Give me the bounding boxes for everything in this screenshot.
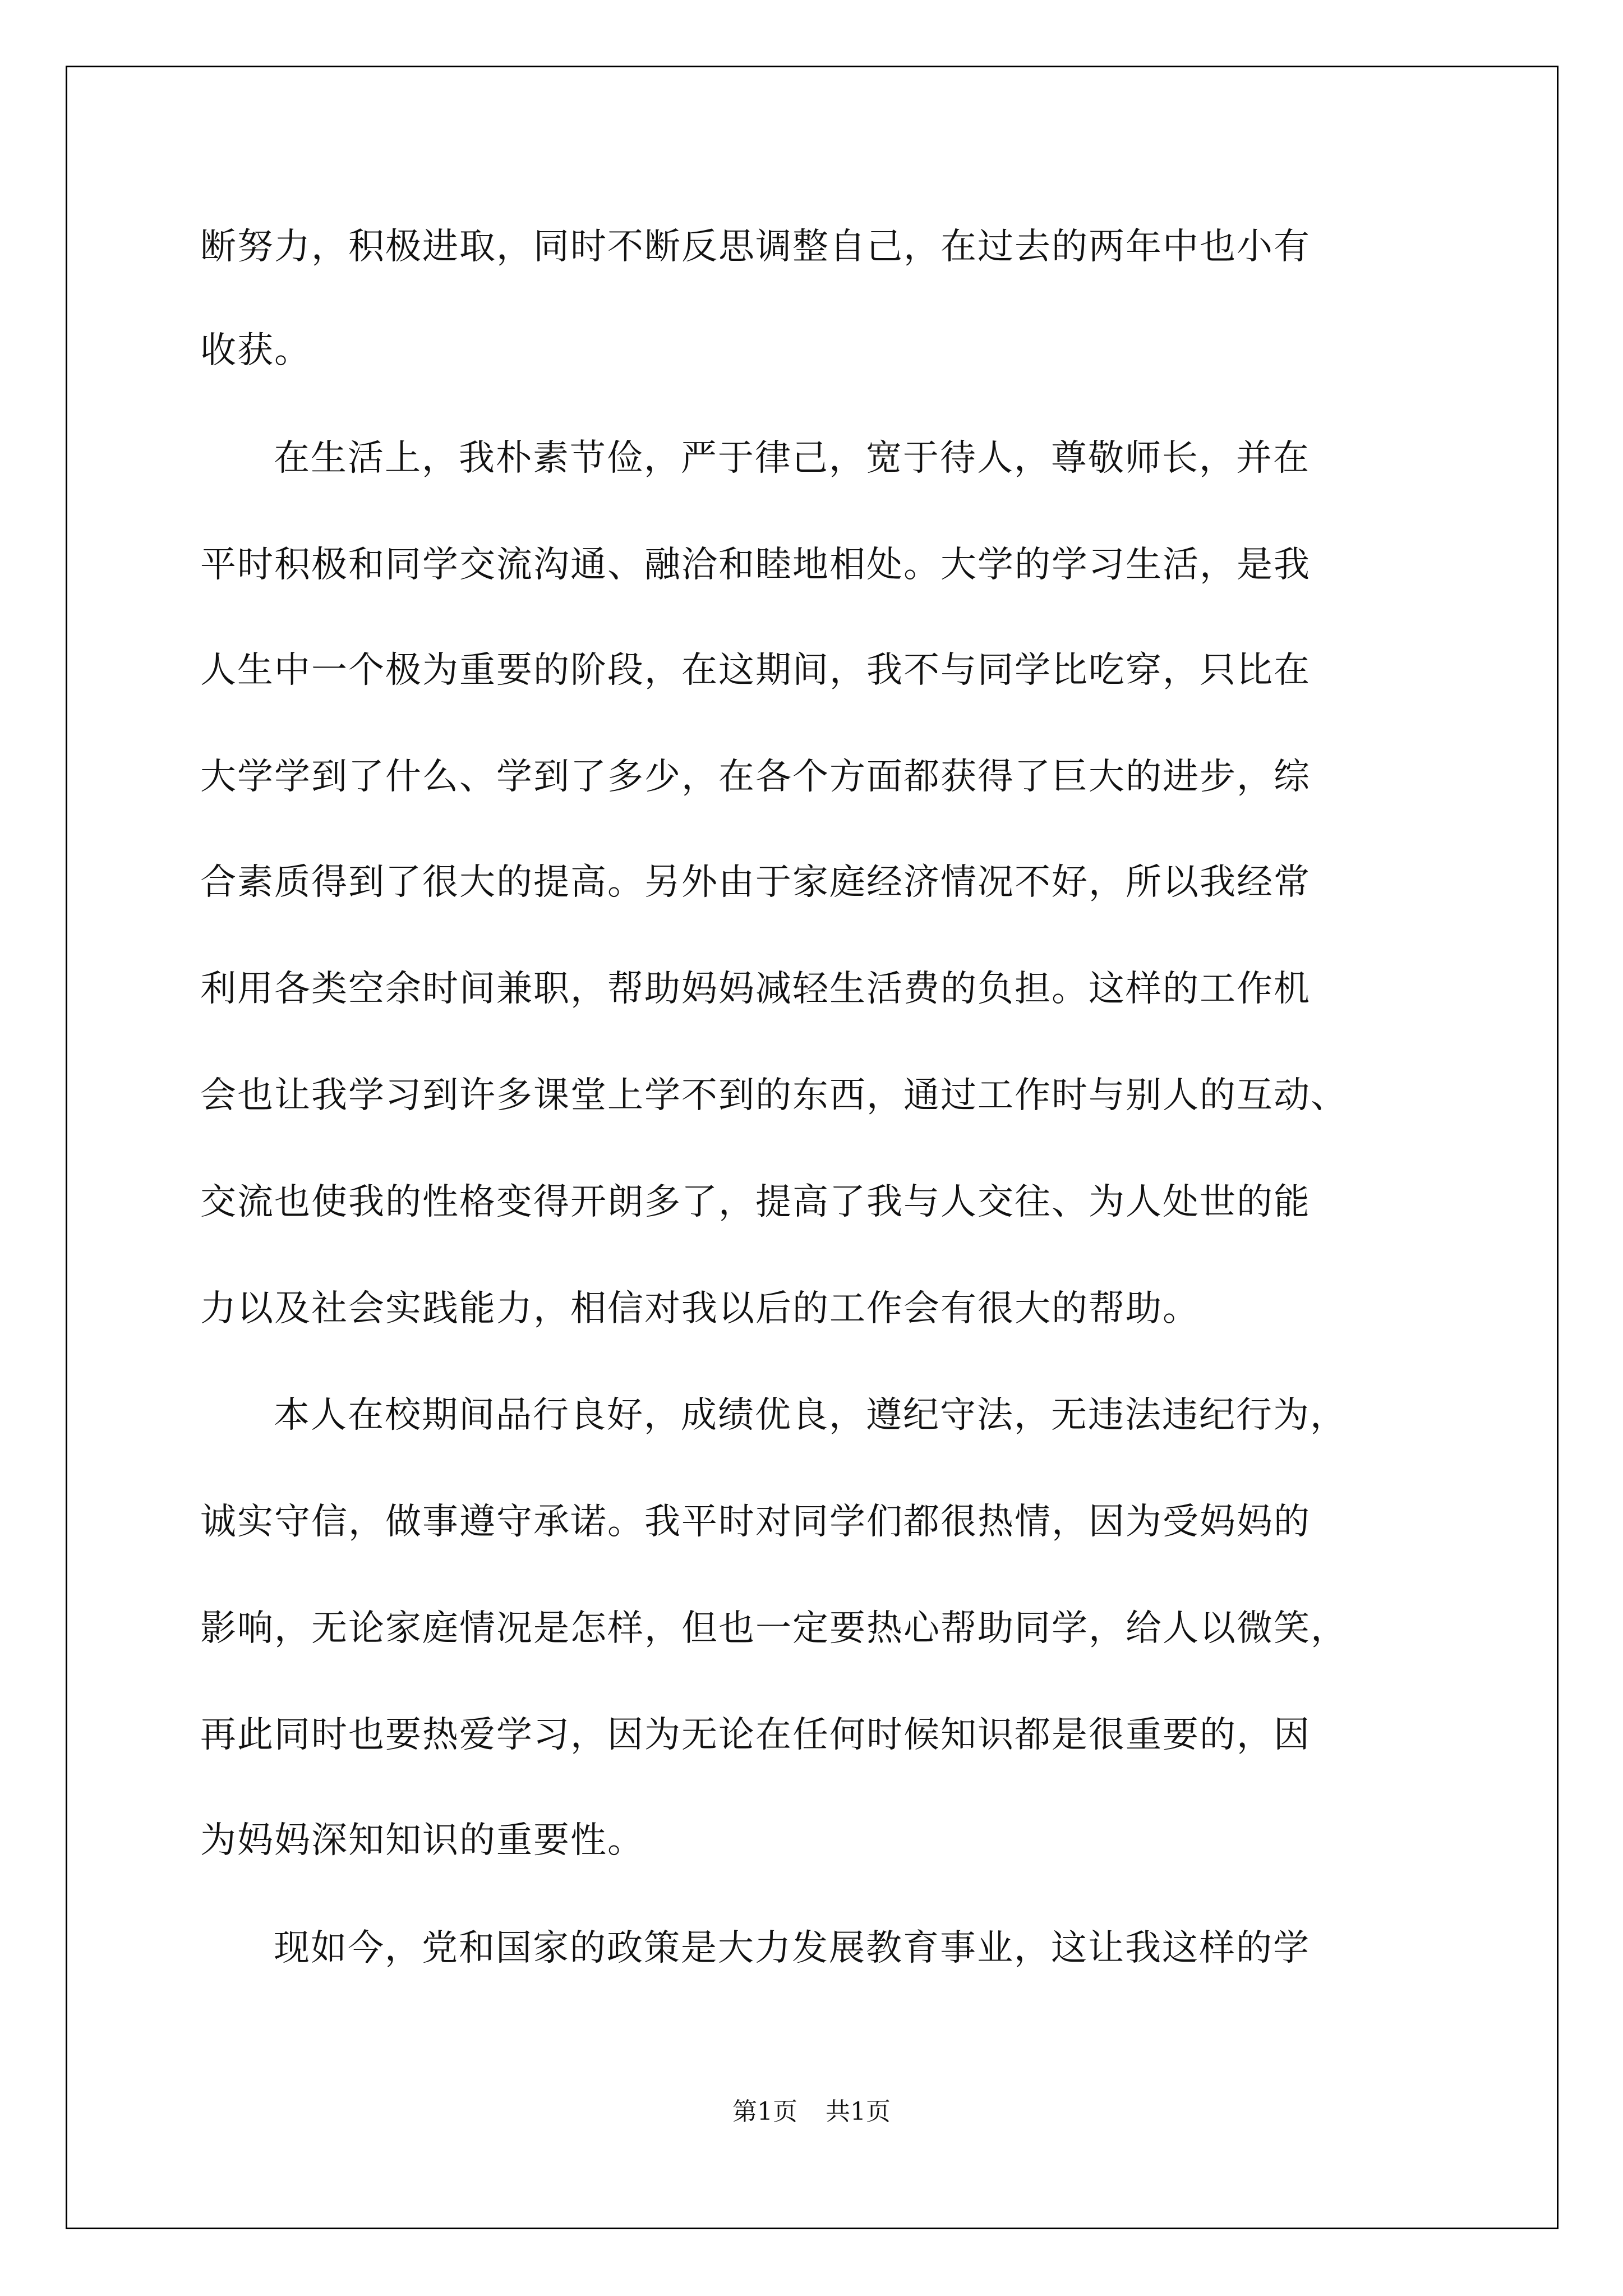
text-line: 力以及社会实践能力，相信对我以后的工作会有很大的帮助。 bbox=[200, 1288, 1200, 1329]
text-line: 断努力，积极进取，同时不断反思调整自己，在过去的两年中也小有 bbox=[200, 226, 1311, 268]
text-line: 诚实守信，做事遵守承诺。我平时对同学们都很热情，因为受妈妈的 bbox=[200, 1501, 1311, 1543]
text-line: 再此同时也要热爱学习，因为无论在任何时候知识都是很重要的，因 bbox=[200, 1714, 1311, 1756]
text-line: 收获。 bbox=[200, 330, 311, 371]
text-line: 影响，无论家庭情况是怎样，但也一定要热心帮助同学，给人以微笑， bbox=[200, 1608, 1348, 1649]
page-number: 第1页 bbox=[732, 2097, 797, 2126]
text-line: 会也让我学习到许多课堂上学不到的东西，通过工作时与别人的互动、 bbox=[200, 1075, 1348, 1116]
text-line: 利用各类空余时间兼职，帮助妈妈减轻生活费的负担。这样的工作机 bbox=[200, 968, 1311, 1010]
text-line: 本人在校期间品行良好，成绩优良，遵纪守法，无违法违纪行为， bbox=[274, 1395, 1347, 1436]
page-total: 共1页 bbox=[826, 2097, 891, 2126]
text-line: 合素质得到了很大的提高。另外由于家庭经济情况不好，所以我经常 bbox=[200, 862, 1311, 903]
text-line: 人生中一个极为重要的阶段，在这期间，我不与同学比吃穿，只比在 bbox=[200, 650, 1311, 691]
page-border bbox=[66, 66, 1559, 2229]
text-line: 现如今，党和国家的政策是大力发展教育事业，这让我这样的学 bbox=[274, 1927, 1310, 1969]
text-line: 在生活上，我朴素节俭，严于律己，宽于待人，尊敬师长，并在 bbox=[274, 438, 1310, 479]
text-line: 交流也使我的性格变得开朗多了，提高了我与人交往、为人处世的能 bbox=[200, 1181, 1311, 1223]
text-line: 平时积极和同学交流沟通、融洽和睦地相处。大学的学习生活，是我 bbox=[200, 544, 1311, 586]
text-line: 为妈妈深知知识的重要性。 bbox=[200, 1820, 644, 1861]
page-footer bbox=[0, 2095, 1623, 2129]
text-line: 大学学到了什么、学到了多少，在各个方面都获得了巨大的进步，综 bbox=[200, 756, 1311, 798]
